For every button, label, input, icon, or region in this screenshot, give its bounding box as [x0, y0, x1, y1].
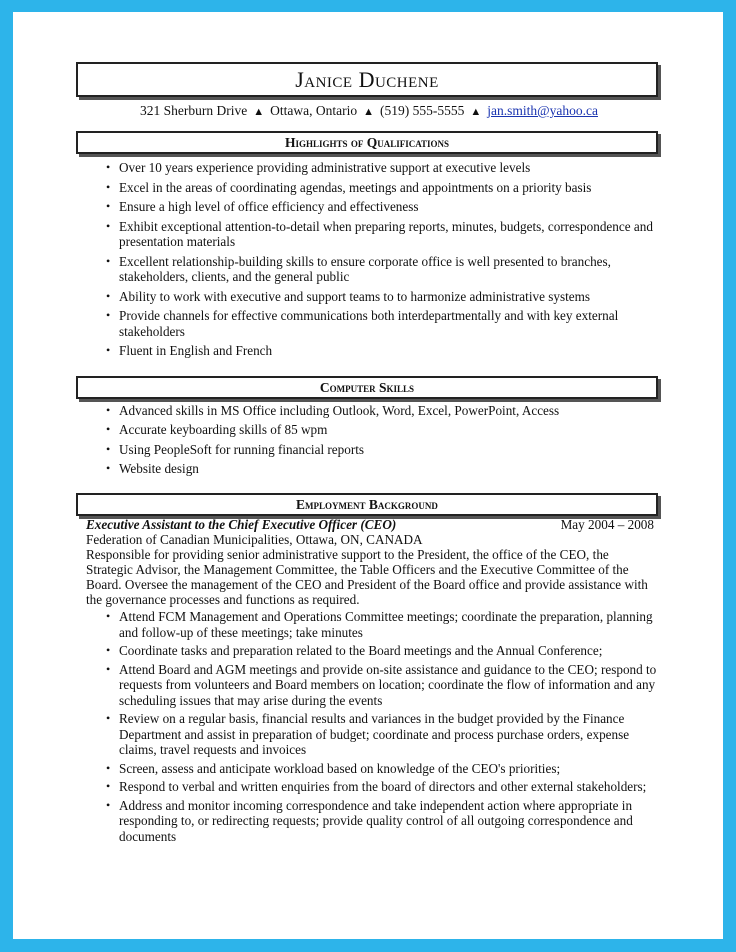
list-item: • Exhibit exceptional attention-to-detail when preparing reports, minutes, budgets, correspondence and presentation materials — [76, 219, 662, 250]
candidate-name: Janice Duchene — [295, 67, 439, 92]
city: Ottawa, Ontario — [270, 103, 358, 118]
separator-icon: ▲ — [253, 106, 265, 118]
qualifications-list — [76, 160, 662, 359]
email-link[interactable]: jan.smith@yahoo.ca — [487, 103, 598, 118]
list-item: • Ensure a high level of office efficiency and effectiveness — [76, 199, 662, 215]
list-item: • Review on a regular basis, financial results and variances in the budget provided by the Finance Department and assist in preparation of budget; coordinate and process purchase orders, expense claims, travel requests and invoices — [76, 711, 662, 758]
list-item: • Accurate keyboarding skills of 85 wpm — [76, 422, 662, 438]
employment-duties-list — [76, 609, 662, 844]
resume-content — [76, 62, 662, 844]
list-item: • Address and monitor incoming correspondence and take independent action where appropriate in responding to, or redirecting requests; provide quality control of all outgoing correspondence and documents — [76, 798, 662, 845]
employer: Federation of Canadian Municipalities, Ottawa, ON, CANADA — [86, 532, 423, 547]
list-item: • Using PeopleSoft for running financial reports — [76, 442, 662, 458]
section-heading-qualifications: Highlights of Qualifications — [76, 131, 658, 154]
list-item: • Fluent in English and French — [76, 343, 662, 359]
list-item: • Respond to verbal and written enquiries from the board of directors and other external stakeholders; — [76, 779, 662, 795]
separator-icon: ▲ — [363, 106, 375, 118]
separator-icon: ▲ — [470, 106, 482, 118]
list-item: • Excel in the areas of coordinating agendas, meetings and appointments on a priority basis — [76, 180, 662, 196]
list-item: • Excellent relationship-building skills to ensure corporate office is well presented to branches, stakeholders, clients, and the general public — [76, 254, 662, 285]
list-item: • Provide channels for effective communications both interdepartmentally and with key external stakeholders — [76, 308, 662, 339]
list-item: • Website design — [76, 461, 662, 477]
job-title: Executive Assistant to the Chief Executive Officer (CEO) — [86, 516, 397, 532]
list-item: • Ability to work with executive and support teams to to harmonize administrative systems — [76, 289, 662, 305]
job-dates: May 2004 – 2008 — [560, 516, 654, 532]
list-item: • Over 10 years experience providing administrative support at executive levels — [76, 160, 662, 176]
list-item: • Attend Board and AGM meetings and provide on-site assistance and guidance to the CEO; respond to requests from volunteers and Board members on location; coordinate the flow of information and any scheduling issues that may arise during the events — [76, 662, 662, 709]
phone: (519) 555-5555 — [380, 103, 465, 118]
list-item: • Coordinate tasks and preparation related to the Board meetings and the Annual Conference; — [76, 643, 662, 659]
computer-skills-list — [76, 403, 662, 477]
name-header-box — [76, 62, 658, 97]
section-heading-employment: Employment Background — [76, 493, 658, 516]
resume-page — [13, 12, 723, 939]
section-heading-computer-skills: Computer Skills — [76, 376, 658, 399]
job-summary: Responsible for providing senior administrative support to the President, the office of the CEO, the Strategic Advisor, the Management Committee, the Table Officers and the Executive Committee of the Board. Oversee the management of the CEO and President of the Board office and provide assistance with the governance processes and functions as required. — [86, 547, 648, 607]
list-item: • Attend FCM Management and Operations Committee meetings; coordinate the preparation, planning and follow-up of these meetings; take minutes — [76, 609, 662, 640]
address: 321 Sherburn Drive — [140, 103, 248, 118]
contact-line — [76, 102, 662, 119]
list-item: • Advanced skills in MS Office including Outlook, Word, Excel, PowerPoint, Access — [76, 403, 662, 419]
list-item: • Screen, assess and anticipate workload based on knowledge of the CEO's priorities; — [76, 761, 662, 777]
job-header — [86, 517, 662, 533]
